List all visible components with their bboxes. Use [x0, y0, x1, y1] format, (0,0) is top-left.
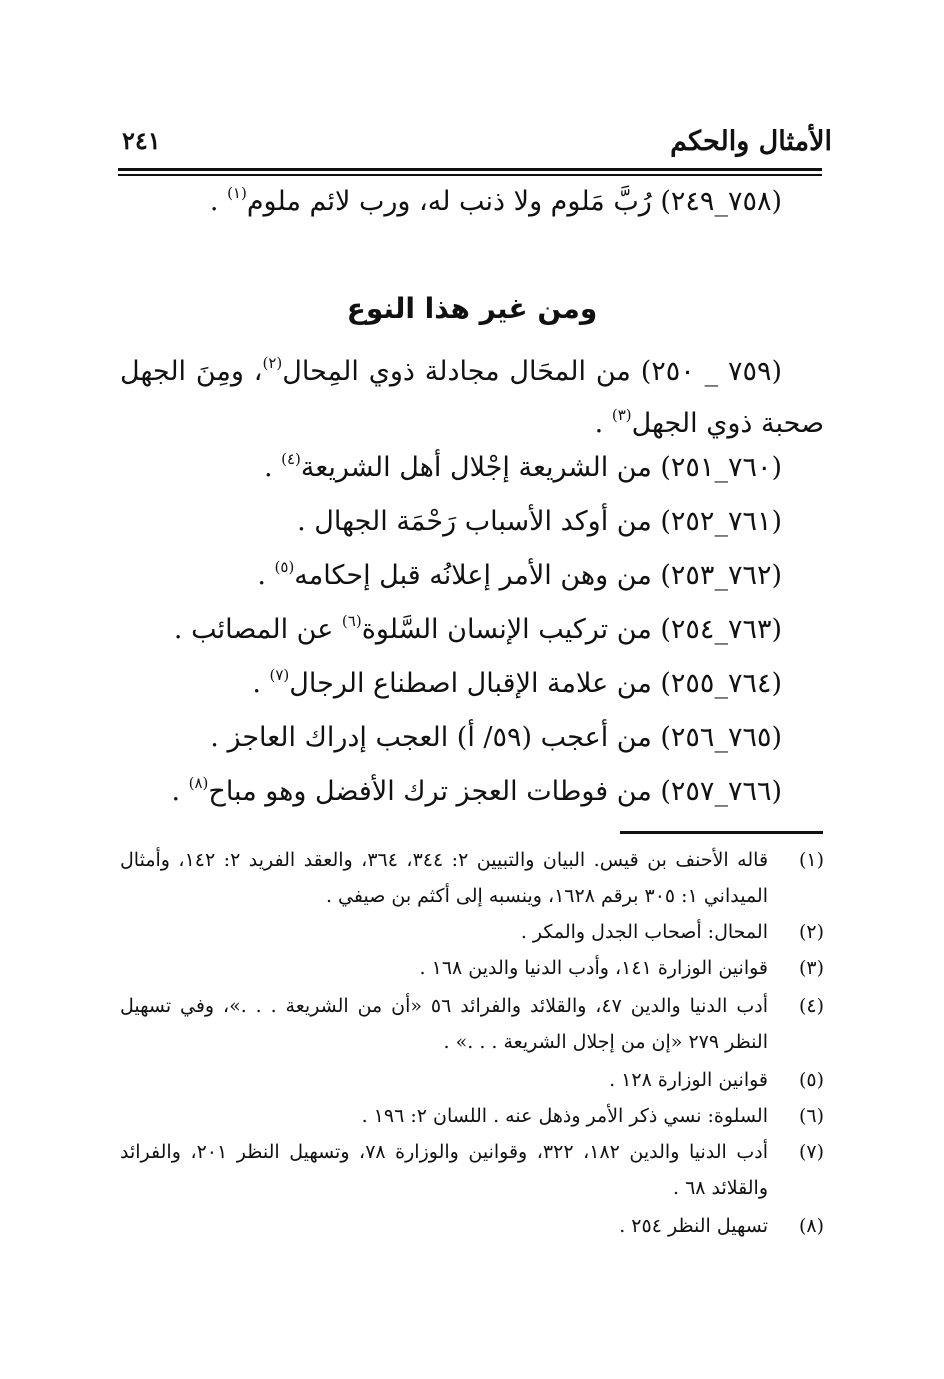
- footnote-text: قاله الأحنف بن قيس. البيان والتبيين ٢: ٣٤٤، ٣٦٤، والعقد الفريد ٢: ١٤٢، وأمثال الميداني ١: ٣٠٥ برقم ١٦٢٨، وينسبه إلى أكثم بن صيفي .: [120, 849, 769, 907]
- entry-text: (٧٦٦_٢٥٧) من فوطات العجز ترك الأفضل وهو مباح: [208, 776, 782, 807]
- entry-text: (٧٥٨_٢٤٩) رُبَّ مَلوم ولا ذنب له، ورب لائم ملوم: [246, 186, 782, 217]
- entry-end: .: [263, 452, 282, 483]
- entry-end: .: [252, 668, 270, 699]
- footnote-text: تسهيل النظر ٢٥٤ .: [619, 1215, 768, 1237]
- footnote-text: المحال: أصحاب الجدل والمكر .: [520, 921, 768, 943]
- footnote-marker: (١): [227, 184, 247, 202]
- entry-text: (٧٦١_٢٥٢) من أوكد الأسباب رَحْمَة الجهال .: [297, 506, 782, 537]
- footnote-number: (١): [798, 849, 824, 871]
- entry-763: [174, 614, 782, 645]
- entry-text: (٧٥٩ _ ٢٥٠) من المحَال مجادلة ذوي المِحال: [282, 356, 782, 387]
- entry-text: (٧٦٥_٢٥٦) من أعجب (٥٩/ أ) العجب إدراك العاجز .: [210, 722, 782, 753]
- footnote-4: [120, 988, 824, 1060]
- page-number: ٢٤١: [122, 126, 161, 155]
- entry-end: .: [257, 560, 275, 591]
- footnote-rule: [620, 831, 823, 834]
- footnote-marker: (٣): [611, 406, 632, 424]
- footnote-number: (٨): [798, 1215, 824, 1237]
- footnote-7: [120, 1134, 824, 1206]
- footnote-5: [120, 1062, 824, 1098]
- entry-758: [210, 186, 782, 217]
- entry-end: .: [171, 776, 189, 807]
- footnote-text: قوانين الوزارة ١٤١، وأدب الدنيا والدين ١٦٨ .: [419, 957, 768, 979]
- entry-765: [210, 722, 782, 753]
- entry-text: (٧٦٢_٢٥٣) من وهن الأمر إعلانُه قبل إحكامه: [294, 560, 782, 591]
- footnote-number: (٢): [798, 921, 824, 943]
- section-heading: ومن غير هذا النوع: [346, 292, 598, 325]
- entry-766: [171, 776, 782, 807]
- footnote-marker: (٤): [281, 450, 301, 468]
- entry-text: (٧٦٤_٢٥٥) من علامة الإقبال اصطناع الرجال: [289, 668, 782, 699]
- footnote-number: (٥): [798, 1069, 824, 1091]
- footnote-text: قوانين الوزارة ١٢٨ .: [609, 1069, 768, 1091]
- entry-761: [297, 506, 782, 537]
- footnote-marker: (٥): [274, 558, 295, 576]
- entry-762: [257, 560, 782, 591]
- entry-764: [252, 668, 782, 699]
- footnote-marker: (٨): [188, 774, 209, 792]
- footnote-8: [120, 1208, 824, 1244]
- entry-end: .: [209, 186, 228, 217]
- entry-end: .: [594, 408, 612, 439]
- footnote-number: (٦): [798, 1105, 824, 1127]
- entry-759: [120, 346, 824, 450]
- footnote-1: [120, 842, 824, 914]
- entry-text: (٧٦٣_٢٥٤) من تركيب الإنسان السَّلوة: [361, 614, 782, 645]
- footnote-3: [120, 950, 824, 986]
- entry-text: (٧٦٠_٢٥١) من الشريعة إجْلال أهل الشريعة: [300, 452, 782, 483]
- header-rule: [118, 168, 822, 171]
- footnote-text: السلوة: نسي ذكر الأمر وذهل عنه . اللسان ٢: ١٩٦ .: [361, 1105, 768, 1127]
- footnote-number: (٣): [798, 957, 824, 979]
- footnote-text: أدب الدنيا والدين ١٨٢، ٣٢٢، وقوانين والوزارة ٧٨، وتسهيل النظر ٢٠١، والفرائد والقلائد ٦٨ .: [120, 1141, 768, 1199]
- footnote-marker: (٧): [269, 666, 290, 684]
- running-header-title: الأمثال والحكم: [670, 126, 832, 157]
- footnote-text: أدب الدنيا والدين ٤٧، والقلائد والفرائد ٥٦ «أن من الشريعة . . .»، وفي تسهيل النظر ٢٧٩ «إن من إجلال الشريعة . . .» .: [120, 995, 768, 1053]
- entry-end: عن المصائب .: [173, 614, 342, 645]
- entry-760: [264, 452, 782, 483]
- footnote-6: [120, 1098, 824, 1134]
- header-rule-secondary: [118, 174, 822, 176]
- footnote-marker: (٢): [262, 354, 283, 372]
- footnote-marker: (٦): [341, 612, 362, 630]
- footnote-number: (٤): [798, 995, 824, 1017]
- footnote-number: (٧): [798, 1141, 824, 1163]
- entry-text-continued: ، ومِنَ الجهل صحبة ذوي الجهل: [120, 356, 824, 439]
- footnote-2: [120, 914, 824, 950]
